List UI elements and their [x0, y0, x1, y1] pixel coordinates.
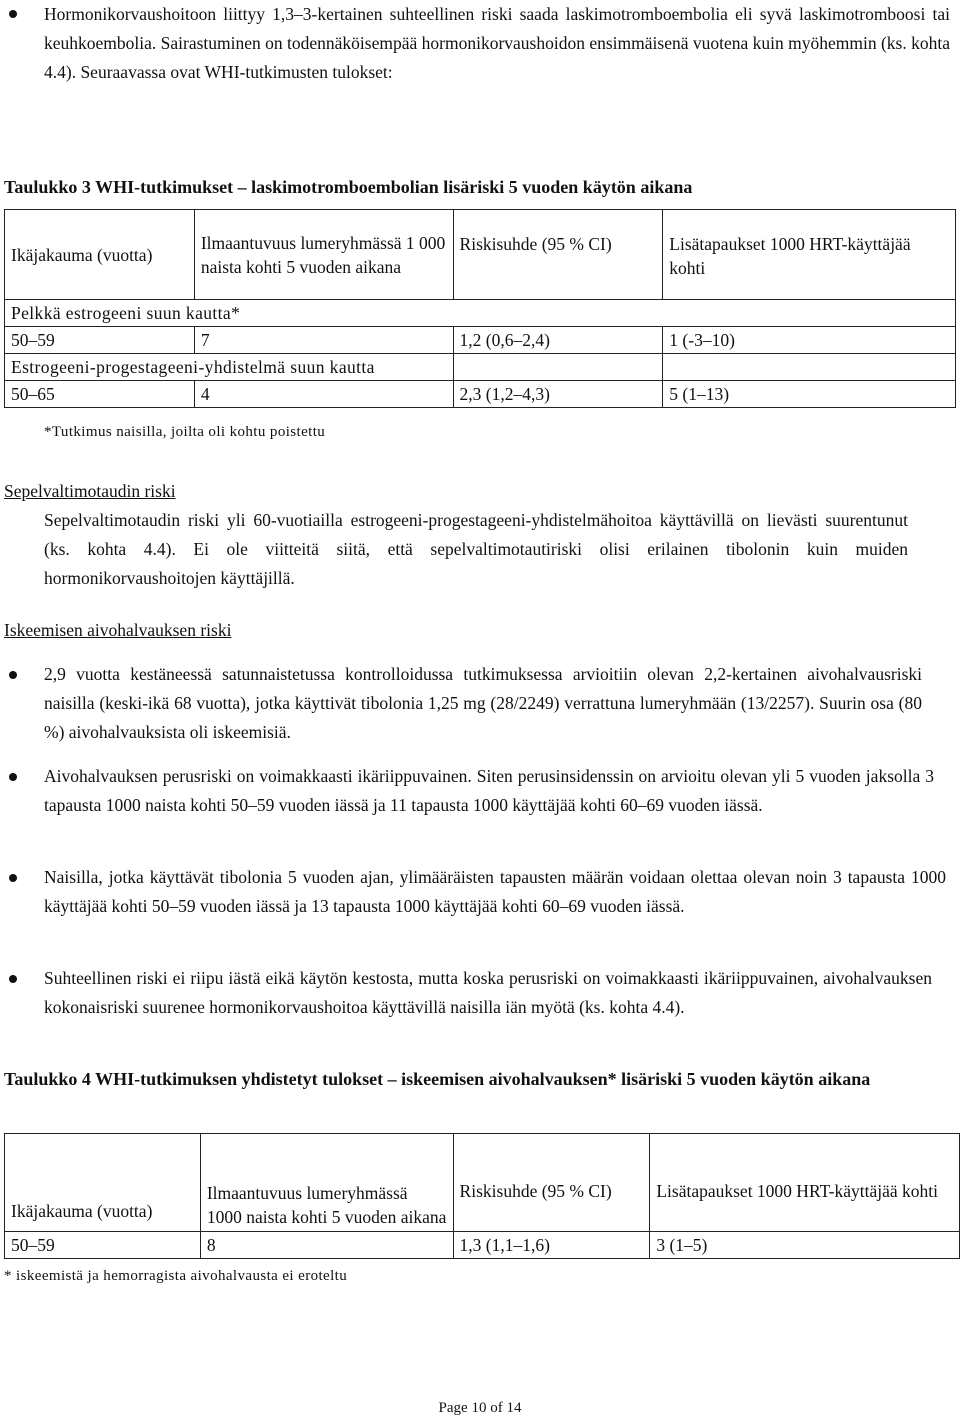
table3-header-incidence: Ilmaantuvuus lumeryhmässä 1 000 naista kohti 5 vuoden aikana [194, 210, 453, 300]
table4-header-age: Ikäjakauma (vuotta) [5, 1134, 201, 1232]
table-row [5, 327, 956, 354]
intro-bullet-text: Hormonikorvaushoitoon liittyy 1,3–3-kertainen suhteellinen riski saada laskimotromboembolia eli syvä laskimotromboosi tai keuhkoembolia. Sairastuminen on todennäköisempää hormonikorvaushoidon ensimmäisenä vuotena kuin myöhemmin (ks. kohta 4.4). Seuraavassa ovat WHI-tutkimusten tulokset: [44, 4, 950, 82]
table4-cell: 8 [200, 1232, 453, 1259]
table3-header-risk-ratio: Riskisuhde (95 % CI) [453, 210, 663, 300]
table3-cell: 4 [194, 381, 453, 408]
table4-cell: 50–59 [5, 1232, 201, 1259]
bullet-icon [9, 671, 17, 679]
stroke-bullet-text: Naisilla, jotka käyttävät tibolonia 5 vuoden ajan, ylimääräisten tapausten määrän voidaan olettaa olevan noin 3 tapausta 1000 käyttäjää kohti 50–59 vuoden iässä ja 13 tapausta 1000 käyttäjää kohti 60–69 vuoden iässä. [44, 867, 946, 916]
table3-cell: 1 (-3–10) [663, 327, 956, 354]
table4-caption: Taulukko 4 WHI-tutkimuksen yhdistetyt tulokset – iskeemisen aivohalvauksen* lisäriski 5 vuoden käytön aikana [4, 1069, 871, 1089]
bullet-icon [9, 874, 17, 882]
table4-header-extra-cases: Lisätapaukset 1000 HRT-käyttäjää kohti [650, 1134, 960, 1232]
table3-caption: Taulukko 3 WHI-tutkimukset – laskimotromboembolian lisäriski 5 vuoden käytön aikana [4, 177, 693, 197]
table3-section-row [5, 300, 956, 327]
table4-header-risk-ratio: Riskisuhde (95 % CI) [453, 1134, 650, 1232]
stroke-bullet-text: 2,9 vuotta kestäneessä satunnaistetussa kontrolloidussa tutkimuksessa arvioitiin olevan 2,2-kertainen aivohalvausriski naisilla (keski-ikä 68 vuotta), jotka käyttivät tibolonia 1,25 mg (28/2249) verrattuna lumeryhmään (13/2257). Suurin osa (80 %) aivohalvauksista oli iskeemisiä. [44, 664, 922, 742]
stroke-bullet-item [0, 964, 950, 1022]
stroke-bullet-item [0, 762, 950, 820]
table3-empty-cell [663, 354, 956, 381]
table3-cell: 50–65 [5, 381, 195, 408]
table3-cell: 7 [194, 327, 453, 354]
table4 [4, 1133, 960, 1259]
table3-section-row [5, 354, 956, 381]
table3-footnote: *Tutkimus naisilla, joilta oli kohtu poistettu [44, 424, 326, 440]
table3-cell: 1,2 (0,6–2,4) [453, 327, 663, 354]
table4-footnote: * iskeemistä ja hemorragista aivohalvausta ei eroteltu [4, 1268, 348, 1284]
table4-header-row [5, 1134, 960, 1232]
coronary-text: Sepelvaltimotaudin riski yli 60-vuotiailla estrogeeni-progestageeni-yhdistelmähoitoa käyttävillä on lievästi suurentunut (ks. kohta 4.4). Ei ole viitteitä siitä, että sepelvaltimotautiriski olisi erilainen tibolonin kuin muiden hormonikorvaushoitojen käyttäjillä. [44, 510, 908, 588]
coronary-heading: Sepelvaltimotaudin riski [4, 481, 176, 501]
table3-header-row [5, 210, 956, 300]
stroke-bullet-text: Aivohalvauksen perusriski on voimakkaasti ikäriippuvainen. Siten perusinsidenssin on arvioitu olevan yli 5 vuoden jaksolla 3 tapausta 1000 naista kohti 50–59 vuoden iässä ja 11 tapausta 1000 käyttäjää kohti 60–69 vuoden iässä. [44, 766, 934, 815]
table3-header-age: Ikäjakauma (vuotta) [5, 210, 195, 300]
bullet-icon [9, 975, 17, 983]
table3-empty-cell [453, 354, 663, 381]
stroke-heading: Iskeemisen aivohalvauksen riski [4, 620, 232, 640]
page-number: Page 10 of 14 [438, 1400, 522, 1416]
table4-cell: 1,3 (1,1–1,6) [453, 1232, 650, 1259]
table-row [5, 1232, 960, 1259]
stroke-bullet-text: Suhteellinen riski ei riipu iästä eikä käytön kestosta, mutta koska perusriski on voimakkaasti ikäriippuvainen, aivohalvauksen kokonaisriski suurenee hormonikorvaushoitoa käyttävillä naisilla iän myötä (ks. kohta 4.4). [44, 968, 932, 1017]
table4-cell: 3 (1–5) [650, 1232, 960, 1259]
table3-cell: 50–59 [5, 327, 195, 354]
stroke-bullet-item [0, 660, 950, 747]
table3-cell: 2,3 (1,2–4,3) [453, 381, 663, 408]
table3 [4, 209, 956, 408]
table3-cell: 5 (1–13) [663, 381, 956, 408]
bullet-icon [9, 10, 17, 18]
table3-header-extra-cases: Lisätapaukset 1000 HRT-käyttäjää kohti [663, 210, 956, 300]
intro-bullet-item [0, 0, 950, 87]
table3-section-combination: Estrogeeni-progestageeni-yhdistelmä suun kautta [5, 354, 454, 381]
stroke-bullet-item [0, 863, 950, 921]
table4-header-incidence: Ilmaantuvuus lumeryhmässä 1000 naista kohti 5 vuoden aikana [200, 1134, 453, 1232]
table-row [5, 381, 956, 408]
bullet-icon [9, 773, 17, 781]
table3-section-estrogen: Pelkkä estrogeeni suun kautta* [5, 300, 956, 327]
